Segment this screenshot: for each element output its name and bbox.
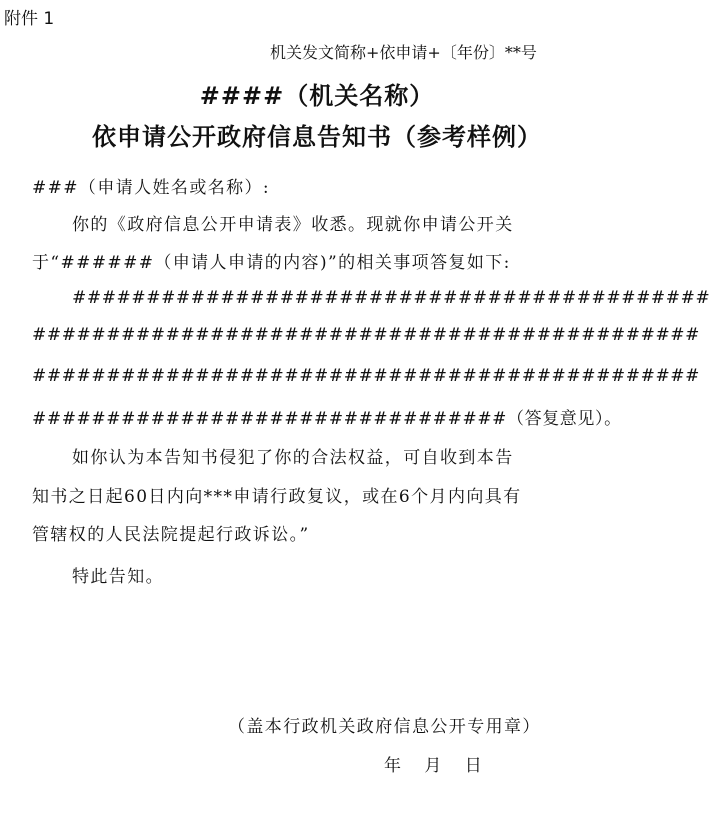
salutation: ###（申请人姓名或名称）: xyxy=(32,178,271,198)
title-agency-name: ####（机关名称） xyxy=(199,81,435,110)
reply-placeholder-line-2: ############################################# xyxy=(32,325,700,345)
date-line: 年 月 日 xyxy=(384,756,484,776)
seal-note: （盖本行政机关政府信息公开专用章） xyxy=(228,717,541,737)
closing-remark: 特此告知。 xyxy=(72,567,164,587)
document-number: 机关发文简称+依申请+〔年份〕**号 xyxy=(270,43,537,62)
attachment-label: 附件 1 xyxy=(4,9,55,29)
body-paragraph-1-line-1: 你的《政府信息公开申请表》收悉。现就你申请公开关 xyxy=(72,215,514,235)
body-paragraph-2-line-2: 知书之日起60日内向***申请行政复议，或在6个月内向具有 xyxy=(32,487,522,507)
title-notice: 依申请公开政府信息告知书（参考样例） xyxy=(92,122,542,151)
reply-placeholder-line-1: ########################################### xyxy=(72,288,710,308)
reply-placeholder-line-3: ############################################# xyxy=(32,366,700,386)
reply-placeholder-line-4: ################################（答复意见）。 xyxy=(32,409,622,429)
body-paragraph-2-line-1: 如你认为本告知书侵犯了你的合法权益，可自收到本告 xyxy=(72,448,514,468)
body-paragraph-1-line-2: 于“######（申请人申请的内容)”的相关事项答复如下: xyxy=(32,253,511,273)
body-paragraph-2-line-3: 管辖权的人民法院提起行政诉讼。” xyxy=(32,525,310,545)
